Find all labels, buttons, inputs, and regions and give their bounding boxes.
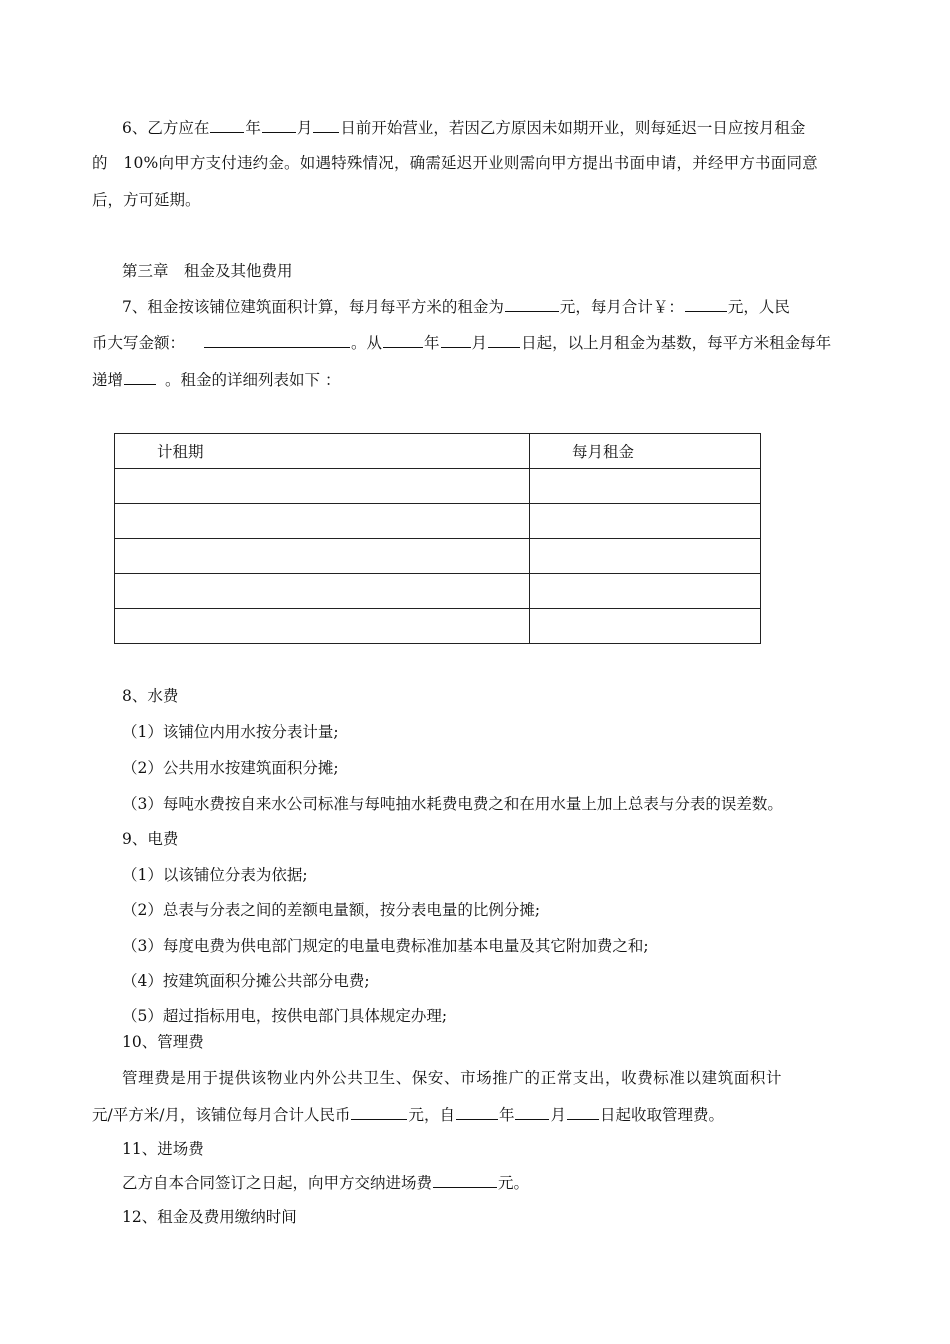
entry-line1 (122, 1172, 529, 1193)
table-cell (115, 609, 530, 644)
clause7-line3 (92, 369, 340, 390)
table-cell (530, 574, 761, 609)
text: 元，每月合计￥： (559, 298, 684, 316)
text: 元/平方米/月，该铺位每月合计人民币 (92, 1106, 351, 1124)
text: 日起收取管理费。 (600, 1106, 725, 1124)
blank (262, 117, 296, 133)
blank (210, 117, 244, 133)
mgmt-line2 (92, 1104, 724, 1125)
text: 7、租金按该铺位建筑面积计算，每月每平方米的租金为 (122, 298, 504, 316)
header-period: 计租期 (115, 434, 530, 469)
entry-title: 11、进场费 (122, 1140, 204, 1158)
blank (515, 1104, 549, 1120)
blank (488, 332, 520, 348)
water-title: 8、水费 (122, 687, 179, 705)
text: 元，自 (408, 1106, 455, 1124)
table-row (115, 574, 761, 609)
blank (505, 296, 559, 312)
table-cell (530, 469, 761, 504)
text: 月 (471, 334, 488, 352)
water-item: （3）每吨水费按自来水公司标准与每吨抽水耗费电费之和在用水量上加上总表与分表的误差数。 (122, 795, 783, 813)
text: 日前开始营业，若因乙方原因未如期开业，则每延迟一日应按月租金 (340, 119, 806, 137)
table-cell (530, 539, 761, 574)
text: 币大写金额： (92, 334, 186, 352)
table-cell (115, 504, 530, 539)
text: 。从 (351, 334, 383, 352)
table-row (115, 469, 761, 504)
table-cell (115, 539, 530, 574)
blank (456, 1104, 498, 1120)
blank (313, 117, 339, 133)
blank (685, 296, 727, 312)
text: 年 (245, 119, 261, 137)
text: 元。 (498, 1174, 530, 1192)
text: 月 (296, 119, 313, 137)
water-item: （1）该铺位内用水按分表计量; (122, 723, 339, 741)
electric-item: （4）按建筑面积分摊公共部分电费; (122, 972, 370, 990)
payment-title: 12、租金及费用缴纳时间 (122, 1208, 297, 1226)
chapter-heading: 第三章 租金及其他费用 (122, 262, 293, 280)
electric-item: （3）每度电费为供电部门规定的电量电费标准加基本电量及其它附加费之和; (122, 937, 649, 955)
electric-item: （2）总表与分表之间的差额电量额，按分表电量的比例分摊; (122, 901, 541, 919)
blank (441, 332, 471, 348)
water-item: （2）公共用水按建筑面积分摊; (122, 759, 339, 777)
clause7-line2 (92, 332, 831, 353)
table-cell (530, 504, 761, 539)
table-header-row (115, 434, 761, 469)
electric-item: （5）超过指标用电，按供电部门具体规定办理; (122, 1007, 448, 1025)
mgmt-title: 10、管理费 (122, 1033, 204, 1051)
text: 元，人民 (727, 298, 790, 316)
text: 。租金的详细列表如下 ： (165, 371, 341, 389)
text: 年 (498, 1106, 515, 1124)
text: 年 (424, 334, 440, 352)
clause6-line1 (122, 117, 805, 138)
table-row (115, 504, 761, 539)
text: 月 (550, 1106, 566, 1124)
clause7-line1 (122, 296, 790, 317)
table-cell (530, 609, 761, 644)
blank (567, 1104, 599, 1120)
blank (124, 369, 156, 385)
blank (351, 1104, 407, 1120)
blank (204, 332, 350, 348)
table-row (115, 609, 761, 644)
text: 递增 (92, 371, 124, 389)
text: 乙方自本合同签订之日起，向甲方交纳进场费 (122, 1174, 433, 1192)
electric-item: （1）以该铺位分表为依据; (122, 866, 308, 884)
blank (433, 1172, 497, 1188)
text: 日起，以上月租金为基数，每平方米租金每年 (521, 334, 832, 352)
clause6-line3: 后，方可延期。 (92, 191, 201, 209)
mgmt-line1: 管理费是用于提供该物业内外公共卫生、保安、市场推广的正常支出，收费标准以建筑面积计 (122, 1069, 783, 1087)
table-row (115, 539, 761, 574)
header-monthly-rent: 每月租金 (530, 434, 761, 469)
electric-title: 9、电费 (122, 830, 179, 848)
text: 6、乙方应在 (122, 119, 210, 137)
table-cell (115, 574, 530, 609)
clause6-line2: 的 10%向甲方支付违约金。如遇特殊情况，确需延迟开业则需向甲方提出书面申请，并经甲方书面同意 (92, 154, 818, 172)
table-cell (115, 469, 530, 504)
blank (383, 332, 423, 348)
rent-table (114, 433, 761, 644)
